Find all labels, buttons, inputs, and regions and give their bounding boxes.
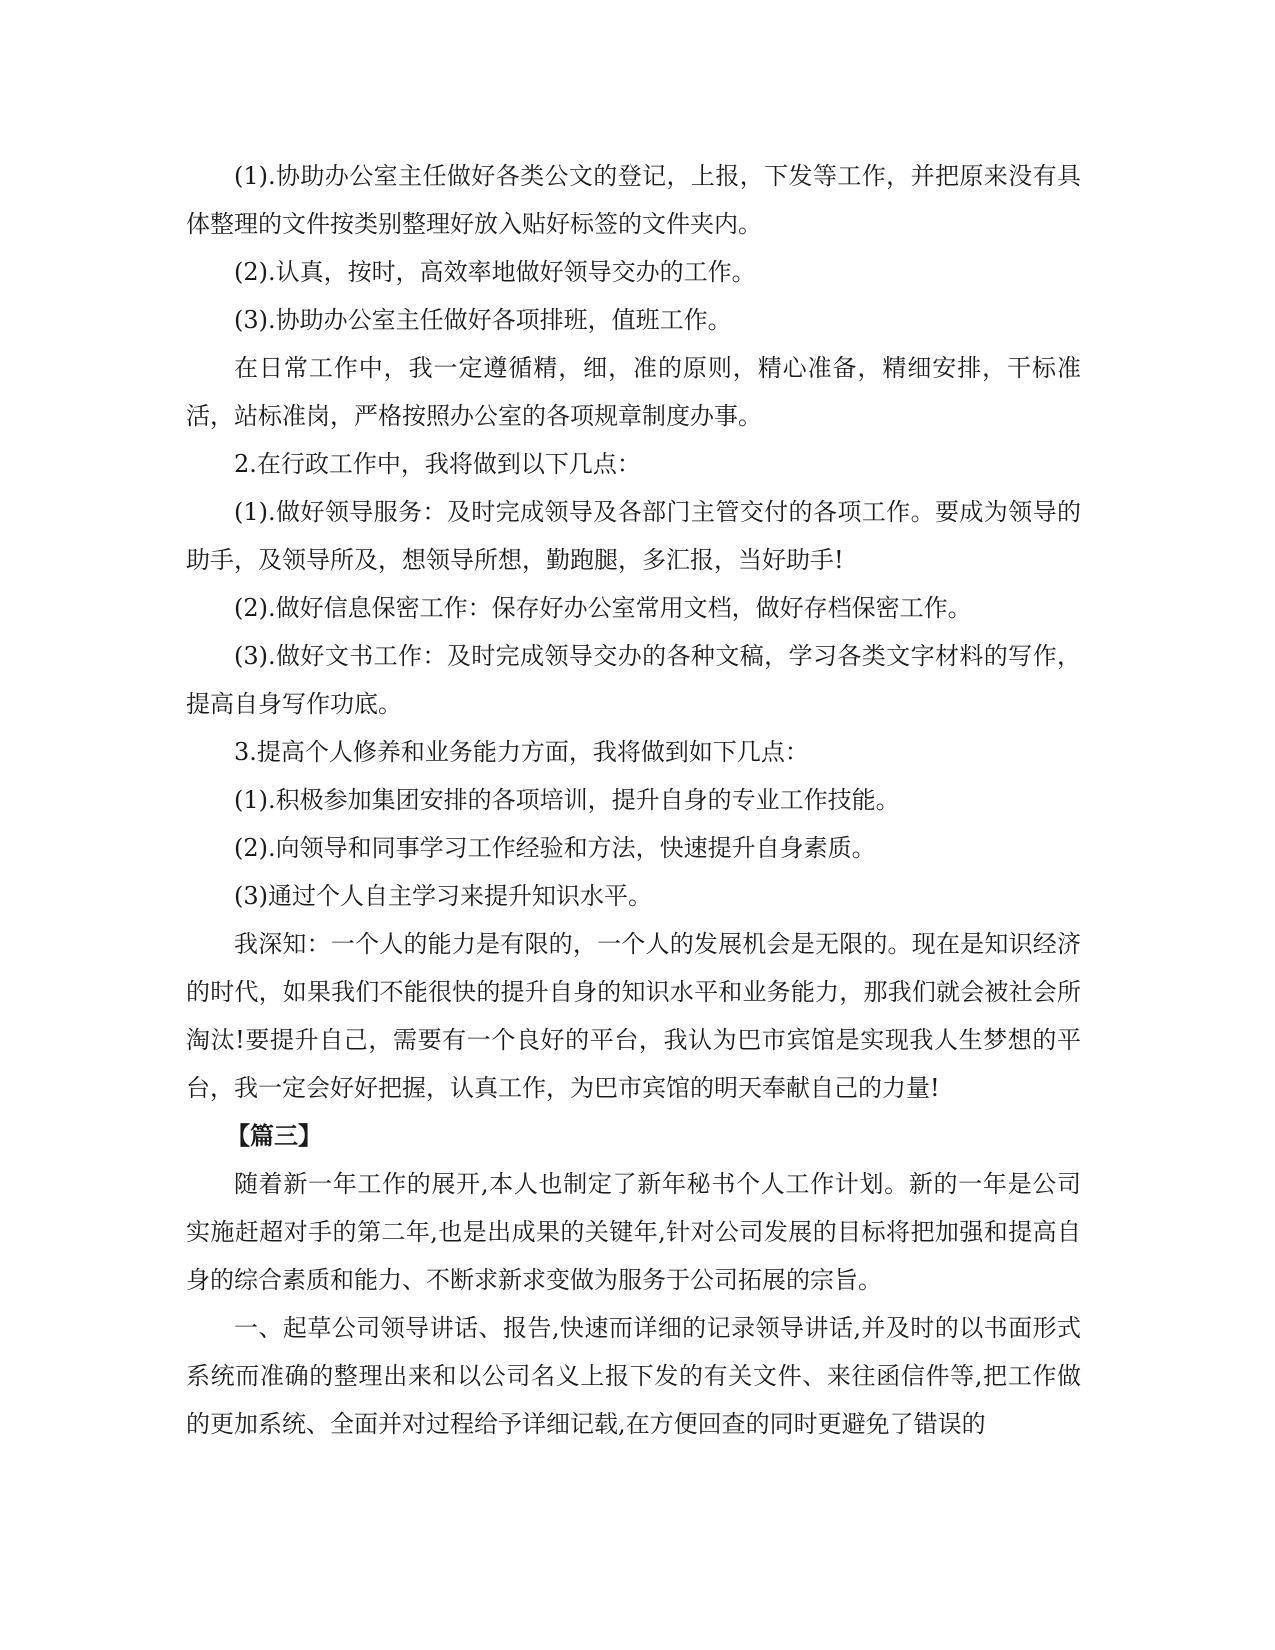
section-heading-part-three: 【篇三】	[226, 1122, 322, 1150]
paragraph-3-2: (2).向领导和同事学习工作经验和方法，快速提升自身素质。	[234, 834, 876, 862]
paragraph-1-3: (3).协助办公室主任做好各项排班，值班工作。	[234, 306, 732, 334]
paragraph-section-2: 2.在行政工作中，我将做到以下几点：	[234, 450, 641, 478]
paragraph-new-year-plan: 随着新一年工作的展开,本人也制定了新年秘书个人工作计划。新的一年是公司实施赶超对手的第二年,也是出成果的关键年,针对公司发展的目标将把加强和提高自身的综合素质和能力、不断求新求变做为服务于公司拓展的宗旨。	[186, 1170, 1081, 1294]
paragraph-2-1: (1).做好领导服务：及时完成领导及各部门主管交付的各项工作。要成为领导的助手，及领导所及，想领导所想，勤跑腿，多汇报，当好助手!	[186, 498, 1081, 574]
document-body	[186, 152, 1081, 1448]
paragraph-section-3: 3.提高个人修养和业务能力方面，我将做到如下几点：	[234, 738, 809, 766]
paragraph-1-1: (1).协助办公室主任做好各类公文的登记，上报，下发等工作，并把原来没有具体整理的文件按类别整理好放入贴好标签的文件夹内。	[186, 162, 1081, 238]
paragraph-3-1: (1).积极参加集团安排的各项培训，提升自身的专业工作技能。	[234, 786, 900, 814]
paragraph-conclusion: 我深知：一个人的能力是有限的，一个人的发展机会是无限的。现在是知识经济的时代，如果我们不能很快的提升自身的知识水平和业务能力，那我们就会被社会所淘汰!要提升自己，需要有一个良好的平台，我认为巴市宾馆是实现我人生梦想的平台，我一定会好好把握，认真工作，为巴市宾馆的明天奉献自己的力量!	[186, 930, 1081, 1102]
paragraph-2-2: (2).做好信息保密工作：保存好办公室常用文档，做好存档保密工作。	[234, 594, 972, 622]
paragraph-2-3: (3).做好文书工作：及时完成领导交办的各种文稿，学习各类文字材料的写作，提高自身写作功底。	[186, 642, 1081, 718]
paragraph-daily-work: 在日常工作中，我一定遵循精，细，准的原则，精心准备，精细安排，干标准活，站标准岗，严格按照办公室的各项规章制度办事。	[186, 354, 1081, 430]
paragraph-3-3: (3)通过个人自主学习来提升知识水平。	[234, 882, 652, 910]
paragraph-1-2: (2).认真，按时，高效率地做好领导交办的工作。	[234, 258, 756, 286]
paragraph-item-one: 一、起草公司领导讲话、报告,快速而详细的记录领导讲话,并及时的以书面形式系统而准确的整理出来和以公司名义上报下发的有关文件、来往函信件等,把工作做的更加系统、全面并对过程给予详细记载,在方便回查的同时更避免了错误的	[186, 1314, 1081, 1438]
